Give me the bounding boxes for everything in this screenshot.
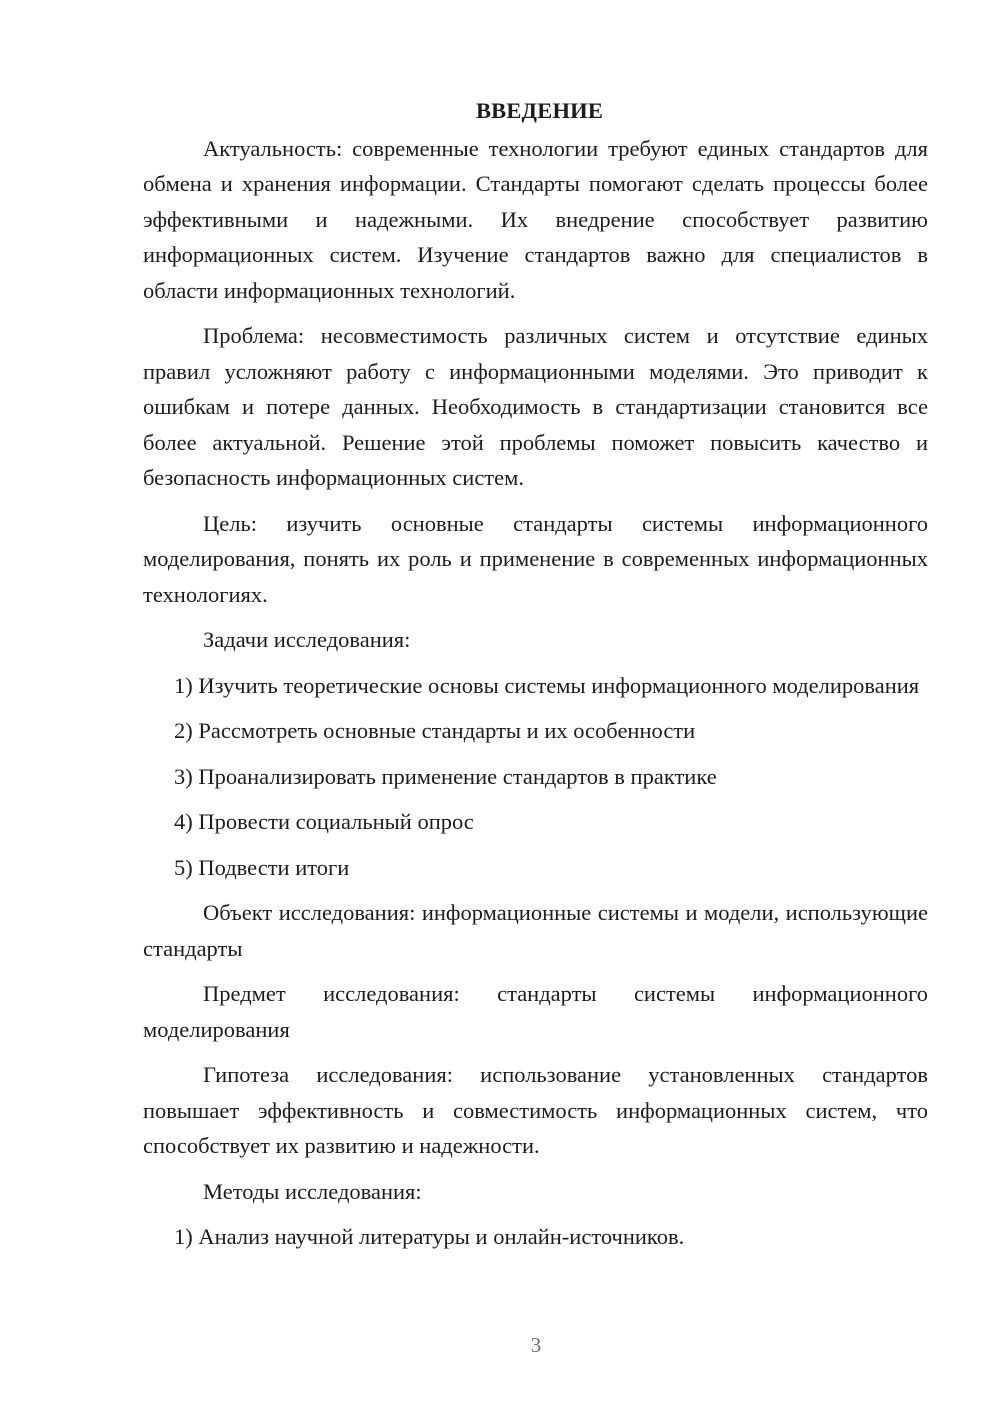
task-item: 2) Рассмотреть основные стандарты и их особенности bbox=[174, 718, 696, 743]
page-content bbox=[143, 93, 928, 1265]
goal-paragraph: Цель: изучить основные стандарты системы информационного моделирования, понять их роль и применение в современных информационных технологиях. bbox=[143, 510, 928, 607]
task-item: 4) Провести социальный опрос bbox=[174, 809, 474, 834]
methods-heading: Методы исследования: bbox=[203, 1178, 422, 1204]
problem-paragraph: Проблема: несовместимость различных систем и отсутствие единых правил усложняют работу с информационными моделями. Это приводит к ошибкам и потере данных. Необходимость в стандартизации становится все более актуальной. Решение этой проблемы поможет повысить качество и безопасность информационных систем. bbox=[143, 323, 928, 490]
task-item: 3) Проанализировать применение стандартов в практике bbox=[174, 763, 717, 789]
page-number: 3 bbox=[530, 1333, 542, 1357]
subject-paragraph: Предмет исследования: стандарты системы информационного моделирования bbox=[143, 981, 928, 1042]
tasks-heading: Задачи исследования: bbox=[203, 627, 411, 652]
section-title: ВВЕДЕНИЕ bbox=[475, 98, 604, 123]
method-item: 1) Анализ научной литературы и онлайн-источников. bbox=[174, 1224, 685, 1249]
object-paragraph: Объект исследования: информационные системы и модели, использующие стандарты bbox=[143, 900, 928, 961]
task-item: 5) Подвести итоги bbox=[174, 854, 350, 880]
task-item: 1) Изучить теоретические основы системы информационного моделирования bbox=[174, 672, 920, 698]
relevance-paragraph: Актуальность: современные технологии требуют единых стандартов для обмена и хранения информации. Стандарты помогают сделать процессы более эффективными и надежными. Их внедрение способствует развитию информационных систем. Изучение стандартов важно для специалистов в области информационных технологий. bbox=[143, 135, 928, 303]
hypothesis-paragraph: Гипотеза исследования: использование установленных стандартов повышает эффективность и совместимость информационных систем, что способствует их развитию и надежности. bbox=[143, 1062, 928, 1158]
